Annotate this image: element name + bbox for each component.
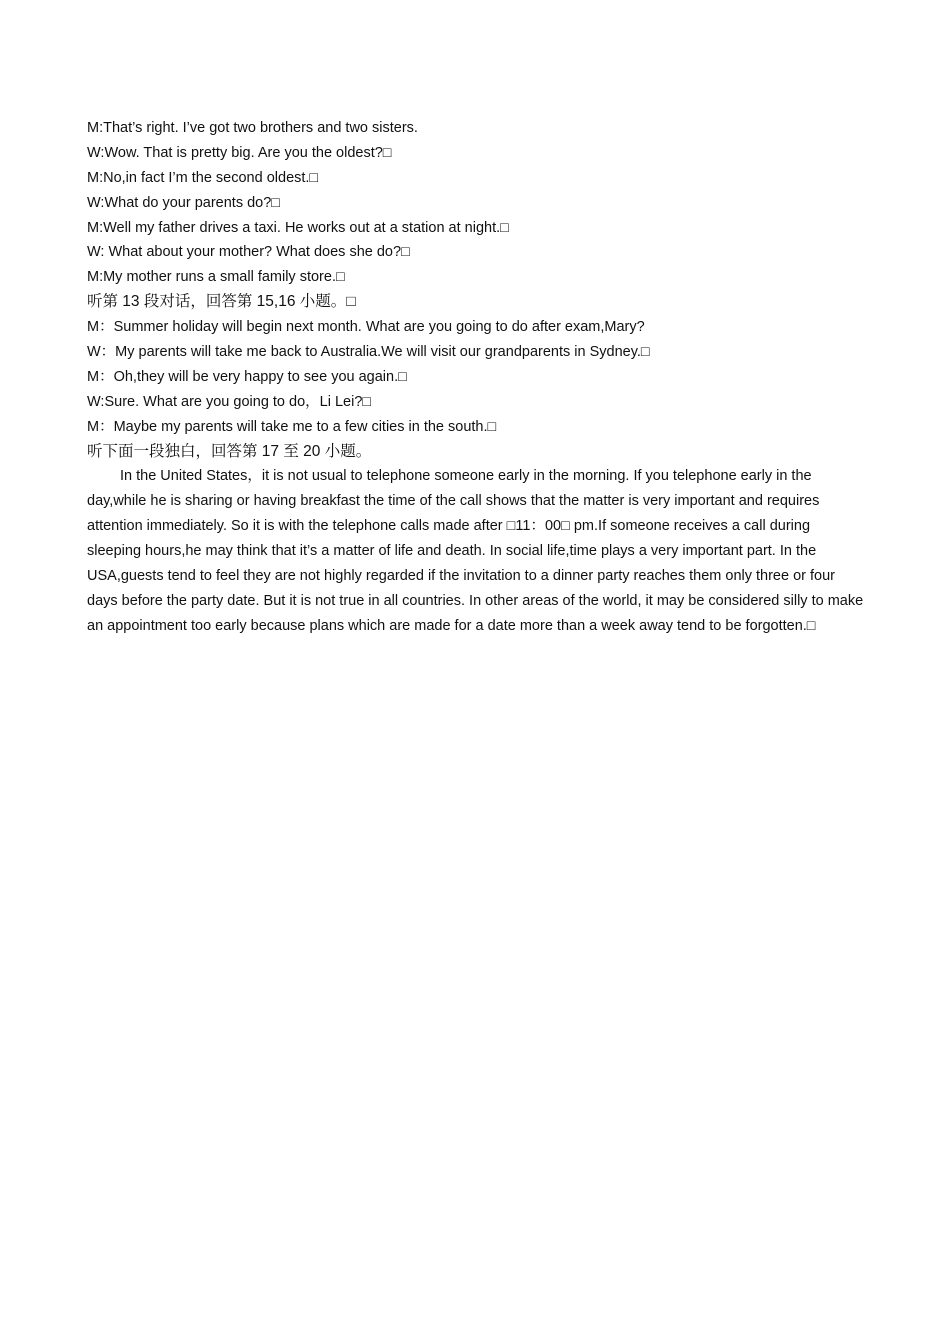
dialogue-line: M：Maybe my parents will take me to a few cities in the south.□	[87, 418, 497, 435]
section-13-heading: 听第 13 段对话，回答第 15,16 小题。□	[87, 293, 356, 311]
dialogue-line: M：Oh,they will be very happy to see you again.□	[87, 368, 407, 385]
dialogue-line: W:Wow. That is pretty big. Are you the oldest?□	[87, 144, 392, 161]
monologue-paragraph: In the United States，it is not usual to telephone someone early in the morning. If you telephone early in the day,while he is sharing or having breakfast the time of the call shows that the matter is very important and requires attention immediately. So it is with the telephone calls made after □11：00□ pm.If someone receives a call during sleeping hours,he may think that it’s a matter of life and death. In social life,time plays a very important part. In the USA,guests tend to feel they are not highly regarded if the invitation to a dinner party reaches them only three or four days before the party date. But it is not true in all countries. In other areas of the world, it may be considered silly to make an appointment too early because plans which are made for a date more than a week away tend to be forgotten.□	[87, 468, 864, 634]
dialogue-line: M:That’s right. I’ve got two brothers and two sisters.	[87, 120, 418, 136]
dialogue-line: M：Summer holiday will begin next month. What are you going to do after exam,Mary?	[87, 319, 645, 336]
monologue-heading: 听下面一段独白，回答第 17 至 20 小题。	[87, 442, 372, 460]
dialogue-line: W:What do your parents do?□	[87, 194, 281, 211]
dialogue-line: W:Sure. What are you going to do，Li Lei?□	[87, 393, 372, 410]
dialogue-line: W: What about your mother? What does she do?□	[87, 244, 410, 261]
dialogue-line: M:No,in fact I’m the second oldest.□	[87, 169, 319, 186]
dialogue-line: M:My mother runs a small family store.□	[87, 269, 345, 286]
dialogue-line: M:Well my father drives a taxi. He works out at a station at night.□	[87, 219, 509, 236]
transcript-content	[87, 116, 867, 639]
dialogue-line: W：My parents will take me back to Australia.We will visit our grandparents in Sydney.□	[87, 344, 650, 361]
